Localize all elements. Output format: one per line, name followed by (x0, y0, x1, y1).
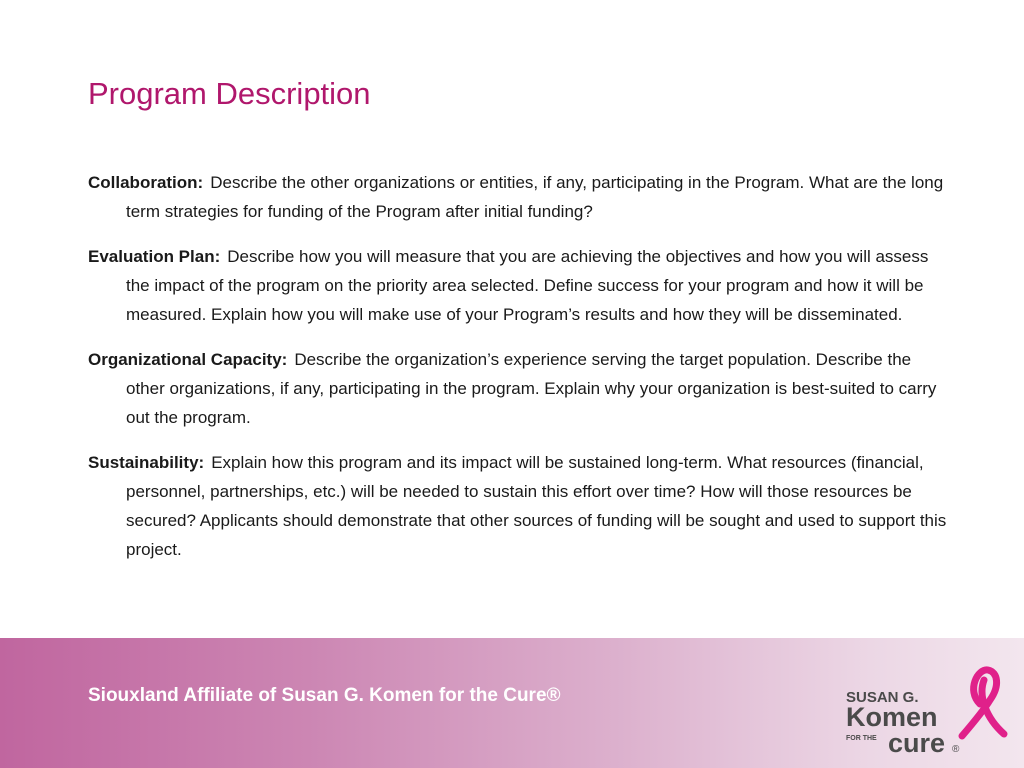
collaboration-label: Collaboration: (88, 173, 204, 192)
evaluation-plan-paragraph (88, 242, 948, 329)
sustainability-label: Sustainability: (88, 453, 205, 472)
komen-logo (838, 660, 1008, 760)
organizational-capacity-paragraph (88, 345, 948, 432)
organizational-capacity-text: Describe the organization’s experience serving the target population. Describe the other organizations, if any, participating in the program. Explain why your organization is best-suited to carry out the program. (126, 350, 937, 427)
logo-line3: FOR THE (846, 735, 877, 742)
logo-line1: SUSAN G. (846, 689, 919, 706)
evaluation-plan-label: Evaluation Plan: (88, 247, 221, 266)
sustainability-text: Explain how this program and its impact will be sustained long-term. What resources (financial, personnel, partnerships, etc.) will be needed to sustain this effort over time? How will those resources be secured? Applicants should demonstrate that other sources of funding will be sought and used to support this project. (126, 453, 947, 559)
logo-registered-mark: ® (952, 744, 960, 755)
logo-line2: Komen (846, 702, 938, 732)
collaboration-text: Describe the other organizations or entities, if any, participating in the Program. What are the long term strategies for funding of the Program after initial funding? (126, 173, 944, 221)
sustainability-paragraph (88, 448, 948, 564)
evaluation-plan-text: Describe how you will measure that you are achieving the objectives and how you will assess the impact of the program on the priority area selected. Define success for your program and how it will be measured. Explain how you will make use of your Program’s results and how they will be disseminated. (126, 247, 929, 324)
footer-band (0, 638, 1024, 768)
organizational-capacity-label: Organizational Capacity: (88, 350, 288, 369)
footer-affiliate-text: Siouxland Affiliate of Susan G. Komen for the Cure® (88, 685, 561, 706)
logo-line4: cure (888, 728, 946, 758)
pink-ribbon-icon (962, 670, 1004, 736)
content-area (88, 168, 948, 580)
page-title: Program Description (88, 76, 371, 111)
collaboration-paragraph (88, 168, 948, 226)
